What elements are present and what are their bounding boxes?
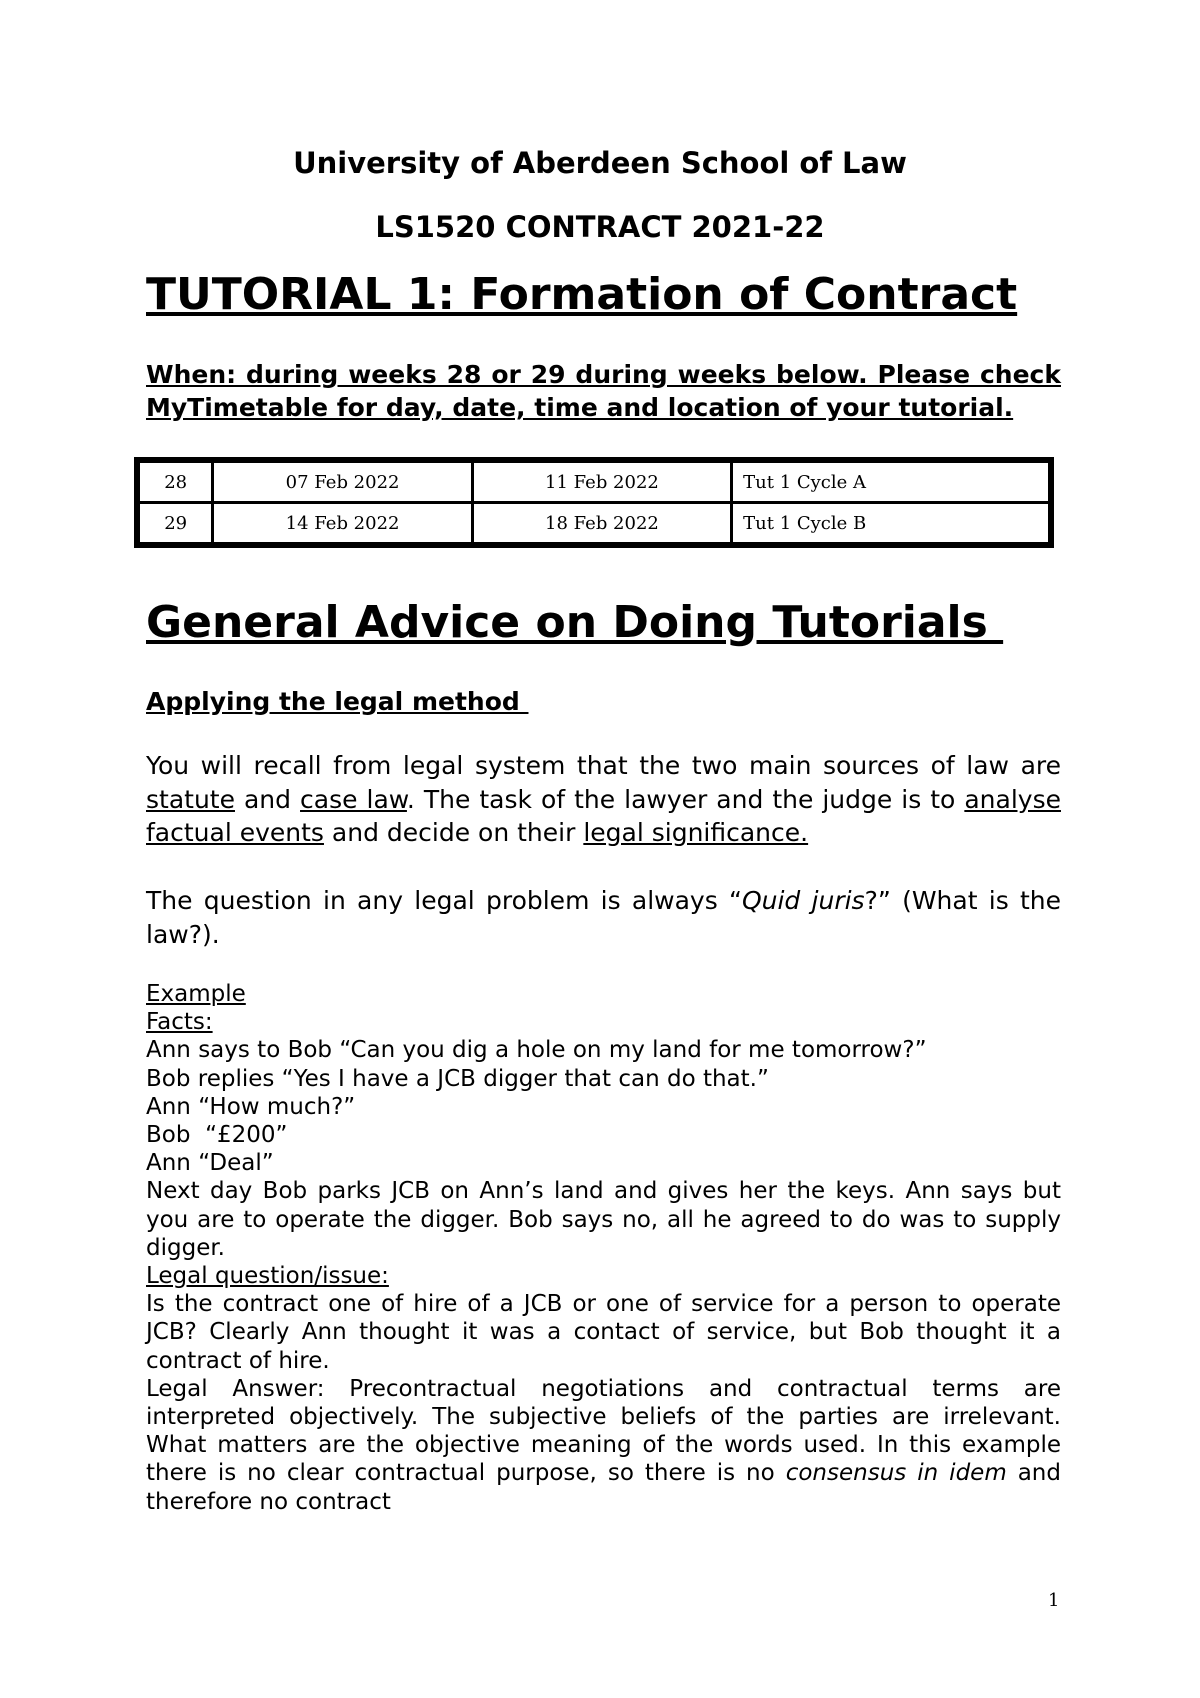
- course-heading: LS1520 CONTRACT 2021-22: [375, 210, 825, 244]
- text-run: and decide on their: [323, 818, 584, 847]
- text-run: ?” (What is the law?).: [146, 886, 1062, 949]
- statute-term: statute: [146, 784, 235, 814]
- quid-juris-paragraph: [146, 884, 1061, 952]
- dialogue-line: Ann says to Bob “Can you dig a hole on my land for me tomorrow?”: [146, 1037, 927, 1064]
- case-law-term: case law: [300, 784, 407, 814]
- start-date-cell: 14 Feb 2022: [214, 504, 470, 542]
- table-row: [140, 504, 1048, 542]
- page-number: 1: [1048, 1590, 1060, 1611]
- example-section: [146, 980, 1061, 1516]
- text-run: and therefore no contract: [146, 1460, 1061, 1515]
- legal-question-label: Legal question/issue:: [146, 1263, 389, 1290]
- quid-juris-term: Quid juris: [741, 886, 865, 915]
- table-row: [140, 463, 1048, 501]
- text-run: The question in any legal problem is always “: [146, 886, 742, 915]
- legal-method-heading: Applying the legal method: [146, 687, 529, 716]
- dialogue-line: Ann “How much?”: [146, 1093, 356, 1120]
- consensus-term: consensus in idem: [785, 1460, 1007, 1487]
- legal-question-paragraph: Is the contract one of hire of a JCB or one of service for a person to operate JCB? Clearly Ann thought it was a contact of service, but Bob thought it a contract of hire.: [146, 1291, 1061, 1374]
- when-notice: When: during weeks 28 or 29 during weeks below. Please check MyTimetable for day, date, time and location of your tutorial.: [146, 360, 1061, 422]
- week-cell: 28: [140, 463, 211, 501]
- university-heading: University of Aberdeen School of Law: [293, 146, 907, 180]
- analyse-events-term: analyse factual events: [146, 784, 1061, 847]
- end-date-cell: 18 Feb 2022: [474, 504, 730, 542]
- dialogue-line: Ann “Deal”: [146, 1150, 274, 1177]
- start-date-cell: 07 Feb 2022: [214, 463, 470, 501]
- text-run: . The task of the lawyer and the judge is to: [406, 784, 965, 814]
- facts-label: Facts:: [146, 1009, 213, 1036]
- sources-of-law-paragraph: [146, 749, 1061, 850]
- example-label: Example: [146, 981, 246, 1007]
- text-run: Legal Answer: Precontractual negotiations and contractual terms are interpreted objectively. The subjective beliefs of the parties are irrelevant. What matters are the objective meaning of the words used. In this example there is no clear contractual purpose, so there is no: [146, 1375, 1061, 1487]
- text-run: You will recall from legal system that the two main sources of law are: [146, 751, 1061, 780]
- next-day-paragraph: Next day Bob parks JCB on Ann’s land and gives her the keys. Ann says but you are to operate the digger. Bob says no, all he agreed to do was to supply digger.: [146, 1178, 1061, 1261]
- dialogue-line: Bob replies “Yes I have a JCB digger that can do that.”: [146, 1065, 769, 1092]
- text-run: and: [234, 784, 301, 814]
- schedule-table: [134, 457, 1054, 548]
- dialogue-line: Bob “£200”: [146, 1122, 288, 1149]
- week-cell: 29: [140, 504, 211, 542]
- legal-answer-paragraph: [146, 1375, 1061, 1516]
- tutorial-cycle-cell: Tut 1 Cycle B: [733, 504, 1048, 542]
- tutorial-cycle-cell: Tut 1 Cycle A: [733, 463, 1048, 501]
- legal-significance-term: legal significance.: [583, 818, 809, 847]
- general-advice-heading: General Advice on Doing Tutorials: [146, 597, 1004, 648]
- end-date-cell: 11 Feb 2022: [474, 463, 730, 501]
- tutorial-title: TUTORIAL 1: Formation of Contract: [146, 269, 1018, 320]
